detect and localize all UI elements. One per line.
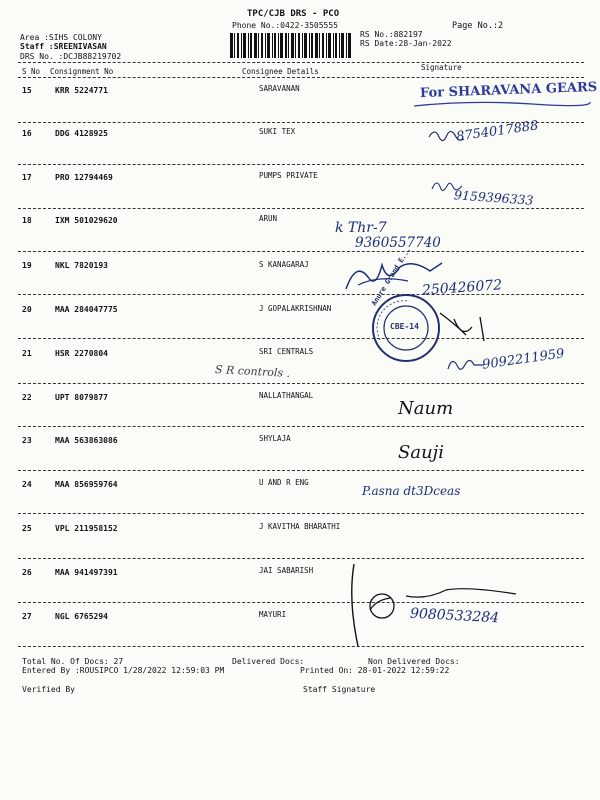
- area-label: Area :SIHS COLONY: [20, 33, 102, 42]
- non-delivered-docs: Non Delivered Docs:: [368, 657, 460, 666]
- row-sno: 26: [22, 568, 32, 577]
- total-docs: Total No. Of Docs: 27: [22, 657, 124, 666]
- row-consignment: MAA 941497391: [55, 568, 118, 577]
- row-consignee: S KANAGARAJ: [259, 260, 309, 269]
- phone-17: 9159396333: [453, 187, 534, 208]
- row-sno: 23: [22, 436, 32, 445]
- circle-stamp-center: CBE-14: [390, 322, 419, 331]
- row-consignee: SARAVANAN: [259, 84, 300, 93]
- phone-21: 9092211959: [481, 346, 566, 373]
- row-consignee: ARUN: [259, 214, 278, 223]
- report-title: TPC/CJB DRS - PCO: [247, 9, 340, 19]
- signature-21: [446, 355, 486, 375]
- phone-19: 250426072: [421, 277, 503, 299]
- row-consignee: U AND R ENG: [259, 478, 309, 487]
- row-consignee: NALLATHANGAL: [259, 391, 314, 400]
- rs-date: RS Date:28-Jan-2022: [360, 39, 452, 48]
- row-sno: 24: [22, 480, 32, 489]
- row-consignee: J KAVITHA BHARATHI: [259, 522, 341, 531]
- col-sno: S No: [22, 67, 41, 76]
- phone-16: 8754017888: [455, 118, 540, 145]
- note-21: S R controls .: [214, 363, 291, 380]
- row-sno: 20: [22, 305, 32, 314]
- row-sno: 18: [22, 216, 32, 225]
- row-sno: 15: [22, 86, 32, 95]
- divider: [18, 164, 584, 165]
- row-consignment: HSR 2270804: [55, 349, 108, 358]
- row-sno: 17: [22, 173, 32, 182]
- col-signature: Signature: [421, 63, 462, 72]
- row-consignment: NKL 7820193: [55, 261, 108, 270]
- row-consignment: MAA 856959764: [55, 480, 118, 489]
- entered-by: Entered By :ROUSIPCO 1/28/2022 12:59:03 PM: [22, 666, 225, 675]
- signature-20: [436, 305, 496, 345]
- divider: [18, 294, 584, 295]
- sign-23: Sauji: [398, 442, 444, 463]
- row-sno: 22: [22, 393, 32, 402]
- sign-22: Naum: [398, 398, 454, 419]
- row-consignee: MAYURI: [259, 610, 287, 619]
- row-consignment: DDG 4128925: [55, 129, 108, 138]
- row-consignment: NGL 6765294: [55, 612, 108, 621]
- page-number: Page No.:2: [452, 21, 504, 31]
- row-consignment: IXM 501029620: [55, 216, 118, 225]
- phone-number: Phone No.:0422-3505555: [232, 21, 338, 30]
- row-consignee: SHYLAJA: [259, 434, 291, 443]
- row-consignment: VPL 211958152: [55, 524, 118, 533]
- row-consignment: UPT 8079877: [55, 393, 108, 402]
- phone-27: 9080533284: [409, 605, 500, 627]
- row-consignee: JAI SABARISH: [259, 566, 314, 575]
- verified-by: Verified By: [22, 685, 75, 694]
- circle-stamp-ring: Anure Grand E...: [370, 245, 413, 308]
- divider: [18, 470, 584, 471]
- staff-signature: Staff Signature: [303, 685, 376, 694]
- col-consignee: Consignee Details: [242, 67, 319, 76]
- divider: [18, 62, 584, 63]
- barcode: [230, 33, 352, 58]
- divider: [18, 426, 584, 427]
- rs-number: RS No.:882197: [360, 30, 423, 39]
- divider: [18, 383, 584, 384]
- drs-number: DRS No. :DCJB88219702: [20, 52, 122, 61]
- divider: [18, 208, 584, 209]
- company-stamp: For SHARAVANA GEARS: [419, 79, 598, 102]
- row-consignee: SRI CENTRALS: [259, 347, 314, 356]
- row-sno: 25: [22, 524, 32, 533]
- sign-24: P.asna dt3Dceas: [362, 484, 461, 498]
- row-consignee: SUKI TEX: [259, 127, 296, 136]
- row-consignee: J GOPALAKRISHNAN: [259, 304, 332, 313]
- divider: [18, 338, 584, 339]
- col-consignment: Consignment No: [50, 67, 114, 76]
- row-consignment: KRR 5224771: [55, 86, 108, 95]
- divider: [18, 77, 584, 78]
- row-sno: 16: [22, 129, 32, 138]
- row-sno: 19: [22, 261, 32, 270]
- name-18: k Thr-7: [335, 220, 387, 236]
- phone-18: 9360557740: [355, 235, 441, 251]
- row-consignment: PRO 12794469: [55, 173, 113, 182]
- delivered-docs: Delivered Docs:: [232, 657, 305, 666]
- divider: [18, 513, 584, 514]
- row-consignment: MAA 563863086: [55, 436, 118, 445]
- divider: [18, 251, 584, 252]
- divider: [18, 558, 584, 559]
- staff-label: Staff :SREENIVASAN: [20, 42, 107, 51]
- stamp-flourish: [412, 98, 592, 110]
- row-consignment: MAA 284047775: [55, 305, 118, 314]
- signature-26-27: [346, 560, 526, 650]
- printed-on: Printed On: 28-01-2022 12:59:22: [300, 666, 450, 675]
- row-sno: 27: [22, 612, 32, 621]
- row-sno: 21: [22, 349, 32, 358]
- row-consignee: PUMPS PRIVATE: [259, 171, 318, 180]
